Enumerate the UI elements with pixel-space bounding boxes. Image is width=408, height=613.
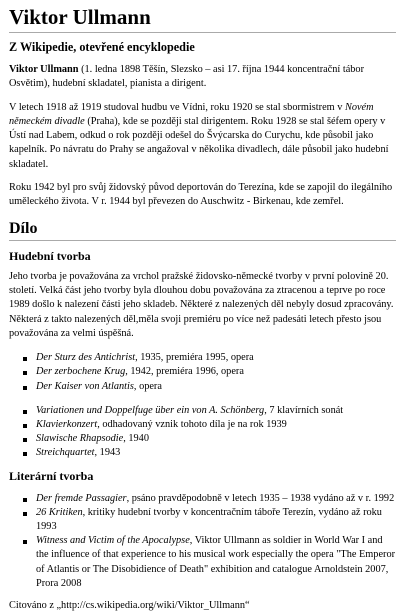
work-title: Der Kaiser von Atlantis xyxy=(36,380,134,392)
work-description: , Viktor Ullmann as soldier in World War I and the influence of that experience to his musical work especially the opera "The Emperor of Atlantis or The Disobidience of Death" exhibition and catalogue Arnoldstein 2007, Prora 2008 xyxy=(36,535,396,589)
list-item xyxy=(23,534,396,591)
work-description: , kritiky hudební tvorby v koncentračním táboře Terezín, vydáno až roku 1993 xyxy=(36,506,382,532)
list-item xyxy=(23,506,396,534)
title-divider xyxy=(9,32,396,33)
list-item xyxy=(23,365,396,379)
section-heading-dilo: Dílo xyxy=(9,219,38,237)
subject-name: Viktor Ullmann xyxy=(9,64,79,75)
bullet-icon xyxy=(23,498,27,502)
work-description: , odhadovaný vznik tohoto díla je na rok 1939 xyxy=(97,418,287,430)
bullet-icon xyxy=(23,424,27,428)
work-title: Der fremde Passagier xyxy=(36,492,127,504)
work-description: , opera xyxy=(133,380,162,392)
subsection-heading-literary: Literární tvorba xyxy=(9,468,94,483)
work-title: Klavierkonzert xyxy=(36,418,98,430)
bullet-icon xyxy=(23,438,27,442)
work-title: Streichquartet xyxy=(36,447,95,459)
work-description: , 1942, premiéra 1996, opera xyxy=(125,366,244,378)
work-description: , psáno pravděpodobně v letech 1935 – 1938 vydáno až v r. 1992 xyxy=(126,492,395,504)
work-title: Witness and Victim of the Apocalypse xyxy=(36,535,190,547)
subsection-heading-music: Hudební tvorba xyxy=(9,248,91,263)
intro-text: (1. ledna 1898 Těšín, Slezsko – asi 17. října 1944 koncentrační tábor Osvětim), hudební skladatel, pianista a dirigent. xyxy=(9,64,364,90)
list-item xyxy=(23,404,396,418)
list-item xyxy=(23,351,396,365)
opera-list xyxy=(9,351,396,394)
work-title: Der zerbochene Krug xyxy=(36,366,126,378)
intro-paragraph xyxy=(9,63,396,92)
bullet-icon xyxy=(23,452,27,456)
citation-line: Citováno z „http://cs.wikipedia.org/wiki/Viktor_Ullmann“ xyxy=(9,600,250,611)
work-title: Slawische Rhapsodie xyxy=(36,433,124,445)
bullet-icon xyxy=(23,540,27,544)
music-paragraph: Jeho tvorba je považována za vrchol pražské židovsko-německé tvorby v první polovině 20. století. Velká část jeho tvorby byla dlouhou dobu považována za ztracenou a teprve po roce 1989 došlo k nalezení části jeho skladeb. Některé z nalezených děl nebyly dosud zpracovány. Některá z takto nalezených děl,měla svoji premiéru po více než padesáti letech přesto jsou považována za velmi úspěšná. xyxy=(9,270,394,339)
work-title: 26 Kritiken xyxy=(36,506,83,518)
bullet-icon xyxy=(23,512,27,516)
literary-list xyxy=(9,492,396,591)
list-item xyxy=(23,432,396,446)
site-subtitle: Z Wikipedie, otevřené encyklopedie xyxy=(9,40,195,54)
theatre-name-link[interactable]: Novém německém divadle xyxy=(9,101,374,127)
deportation-paragraph: Roku 1942 byl pro svůj židovský původ deportován do Terezína, kde se zapojil do ilegálního uměleckého života. V r. 1944 byl převezen do Auschwitz - Birkenau, kde zemřel. xyxy=(9,182,393,208)
list-item xyxy=(23,446,396,460)
bullet-icon xyxy=(23,410,27,414)
biography-text-end: (Praha), kde se později stal dirigentem. Roku 1928 se stal šéfem opery v Ústí nad Labem, odkud o rok později odešel do Švýcarska do Curychu, kde působil jako kapelník. Po návratu do Prahy se angažoval v několika divadlech, dále působil jako hudební skladatel. xyxy=(9,115,389,170)
work-title: Der Sturz des Antichrist xyxy=(36,352,136,364)
work-description: , 1935, premiéra 1995, opera xyxy=(135,352,254,364)
section-divider xyxy=(9,240,396,241)
work-description: , 1943 xyxy=(94,447,121,459)
biography-text-start: V letech 1918 až 1919 studoval hudbu ve Vídni, roku 1920 se stal sbormistrem v xyxy=(9,101,345,113)
bullet-icon xyxy=(23,386,27,390)
bullet-icon xyxy=(23,357,27,361)
list-item xyxy=(23,418,396,432)
list-item xyxy=(23,492,396,506)
work-description: , 1940 xyxy=(123,433,149,445)
instrumental-list xyxy=(9,404,396,461)
bullet-icon xyxy=(23,371,27,375)
biography-paragraph xyxy=(9,101,396,172)
page-title: Viktor Ullmann xyxy=(9,5,151,29)
list-item xyxy=(23,380,396,394)
work-title: Variationen und Doppelfuge über ein von A. Schönberg xyxy=(36,404,265,416)
work-description: , 7 klavírních sonát xyxy=(264,404,344,416)
